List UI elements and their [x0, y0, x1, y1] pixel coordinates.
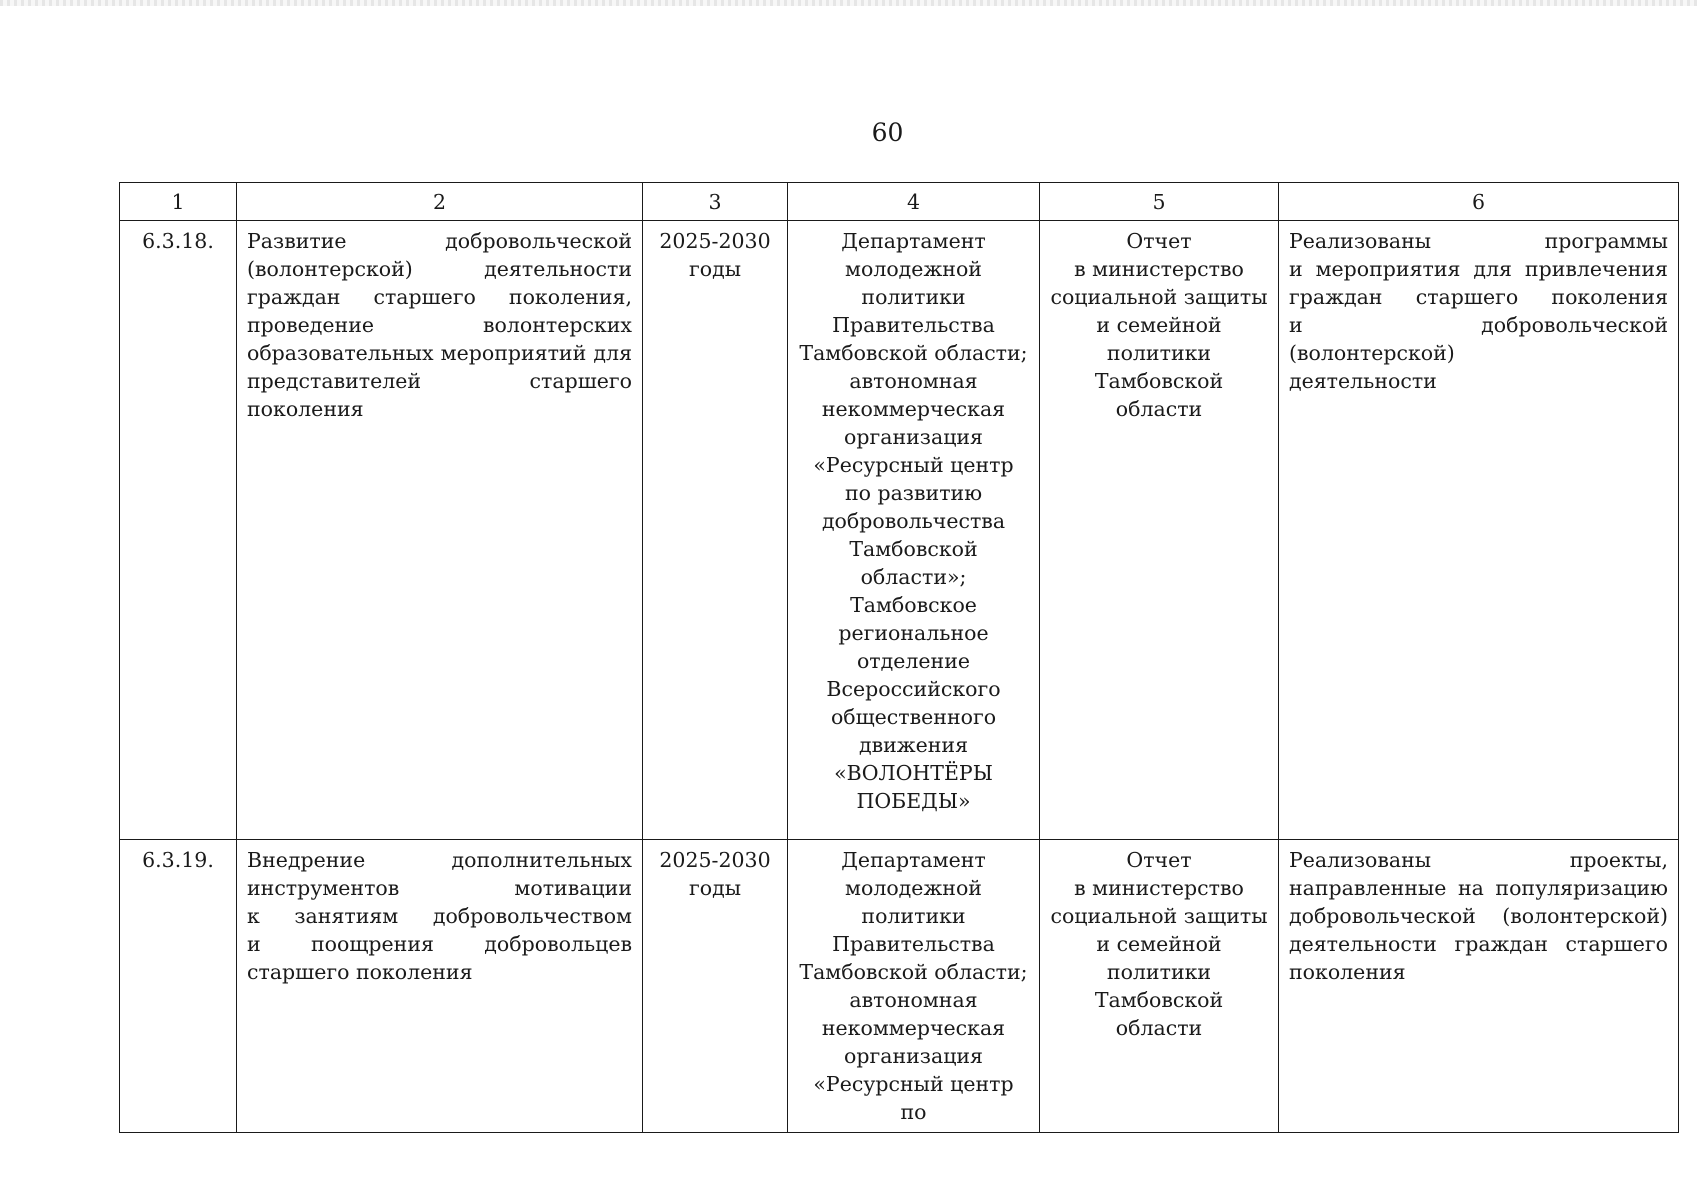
text-line: и семейной [1096, 932, 1222, 956]
measure-period [643, 840, 788, 1133]
text-line: политики [1106, 341, 1212, 365]
text-line: Тамбовское [850, 593, 977, 617]
text-line: Всероссийского [826, 677, 1001, 701]
text-line: движения [858, 733, 969, 757]
text-line: и добровольческой (волонтерской) [1289, 313, 1668, 365]
text-line: молодежной [845, 876, 982, 900]
text-line: Тамбовской области [1094, 988, 1224, 1040]
text-line: Развитие добровольческой [247, 229, 632, 253]
text-line: и семейной [1096, 313, 1222, 337]
text-line: области»; [860, 565, 967, 589]
text-line: Правительства [832, 932, 995, 956]
text-line: образовательных мероприятий для [247, 341, 632, 365]
text-line: «ВОЛОНТЁРЫ [834, 761, 993, 785]
text-line: старшего поколения [247, 960, 473, 984]
text-line: Правительства [832, 313, 995, 337]
text-line: проведение волонтерских [247, 313, 632, 337]
measure-period [643, 221, 788, 840]
text-line: некоммерческая [821, 1016, 1006, 1040]
text-line: автономная [849, 988, 978, 1012]
text-line: в министерство [1074, 257, 1244, 281]
text-line: и мероприятия для привлечения [1289, 257, 1668, 281]
measure-result [1279, 840, 1679, 1133]
text-line: автономная [849, 369, 978, 393]
column-number-1: 1 [120, 183, 237, 221]
measures-table [119, 182, 1679, 1133]
text-line: в министерство [1074, 876, 1244, 900]
measure-number: 6.3.18. [120, 221, 237, 840]
text-line: Тамбовской области [1094, 369, 1224, 421]
measure-result [1279, 221, 1679, 840]
measure-report [1040, 221, 1279, 840]
text-line: организация [844, 1044, 983, 1068]
text-line: Тамбовской области; [799, 960, 1028, 984]
text-line: Департамент [841, 848, 986, 872]
text-line: годы [688, 876, 742, 900]
column-number-4: 4 [788, 183, 1040, 221]
table-row [120, 221, 1679, 840]
measure-description [237, 221, 643, 840]
measure-description [237, 840, 643, 1133]
text-line: 2025-2030 [659, 848, 771, 872]
column-number-3: 3 [643, 183, 788, 221]
text-line: Тамбовской области; [799, 341, 1028, 365]
text-line: 2025-2030 [659, 229, 771, 253]
text-line: региональное [838, 621, 989, 645]
text-line: организация [844, 425, 983, 449]
text-line: представителей старшего [247, 369, 632, 393]
text-line: «Ресурсный центр [813, 453, 1014, 477]
column-number-5: 5 [1040, 183, 1279, 221]
text-line: Реализованы программы [1289, 229, 1668, 253]
scan-edge [0, 0, 1697, 6]
text-line: общественного [830, 705, 997, 729]
text-line: «Ресурсный центр по [813, 1072, 1014, 1124]
text-line: к занятиям добровольчеством [247, 904, 632, 928]
text-line: Отчет [1126, 848, 1192, 872]
text-line: добровольчества [821, 509, 1006, 533]
text-line: (волонтерской) деятельности [247, 257, 632, 281]
text-line: поколения [1289, 960, 1406, 984]
text-line: молодежной [845, 257, 982, 281]
text-line: политики [861, 904, 966, 928]
text-line: политики [861, 285, 966, 309]
text-line: Департамент [841, 229, 986, 253]
column-number-row [120, 183, 1679, 221]
text-line: политики [1106, 960, 1212, 984]
measure-executor [788, 840, 1040, 1133]
text-line: отделение [856, 649, 971, 673]
text-line: деятельности [1289, 369, 1437, 393]
measure-number: 6.3.19. [120, 840, 237, 1133]
page-number: 60 [871, 118, 904, 147]
text-line: по развитию [844, 481, 983, 505]
column-number-2: 2 [237, 183, 643, 221]
text-line: социальной защиты [1050, 285, 1268, 309]
text-line: направленные на популяризацию [1289, 876, 1668, 900]
text-line: и поощрения добровольцев [247, 932, 632, 956]
column-number-6: 6 [1279, 183, 1679, 221]
text-line: добровольческой (волонтерской) [1289, 904, 1668, 928]
text-line: поколения [247, 397, 364, 421]
measure-report [1040, 840, 1279, 1133]
text-line: Внедрение дополнительных [247, 848, 632, 872]
text-line: социальной защиты [1050, 904, 1268, 928]
text-line: инструментов мотивации [247, 876, 632, 900]
text-line: ПОБЕДЫ» [856, 789, 971, 813]
table-row [120, 840, 1679, 1133]
text-line: граждан старшего поколения, [247, 285, 632, 309]
measure-executor [788, 221, 1040, 840]
text-line: Тамбовской [849, 537, 978, 561]
text-line: деятельности граждан старшего [1289, 932, 1668, 956]
text-line: Отчет [1126, 229, 1192, 253]
text-line: Реализованы проекты, [1289, 848, 1668, 872]
text-line: некоммерческая [821, 397, 1006, 421]
text-line: годы [688, 257, 742, 281]
text-line: граждан старшего поколения [1289, 285, 1668, 309]
